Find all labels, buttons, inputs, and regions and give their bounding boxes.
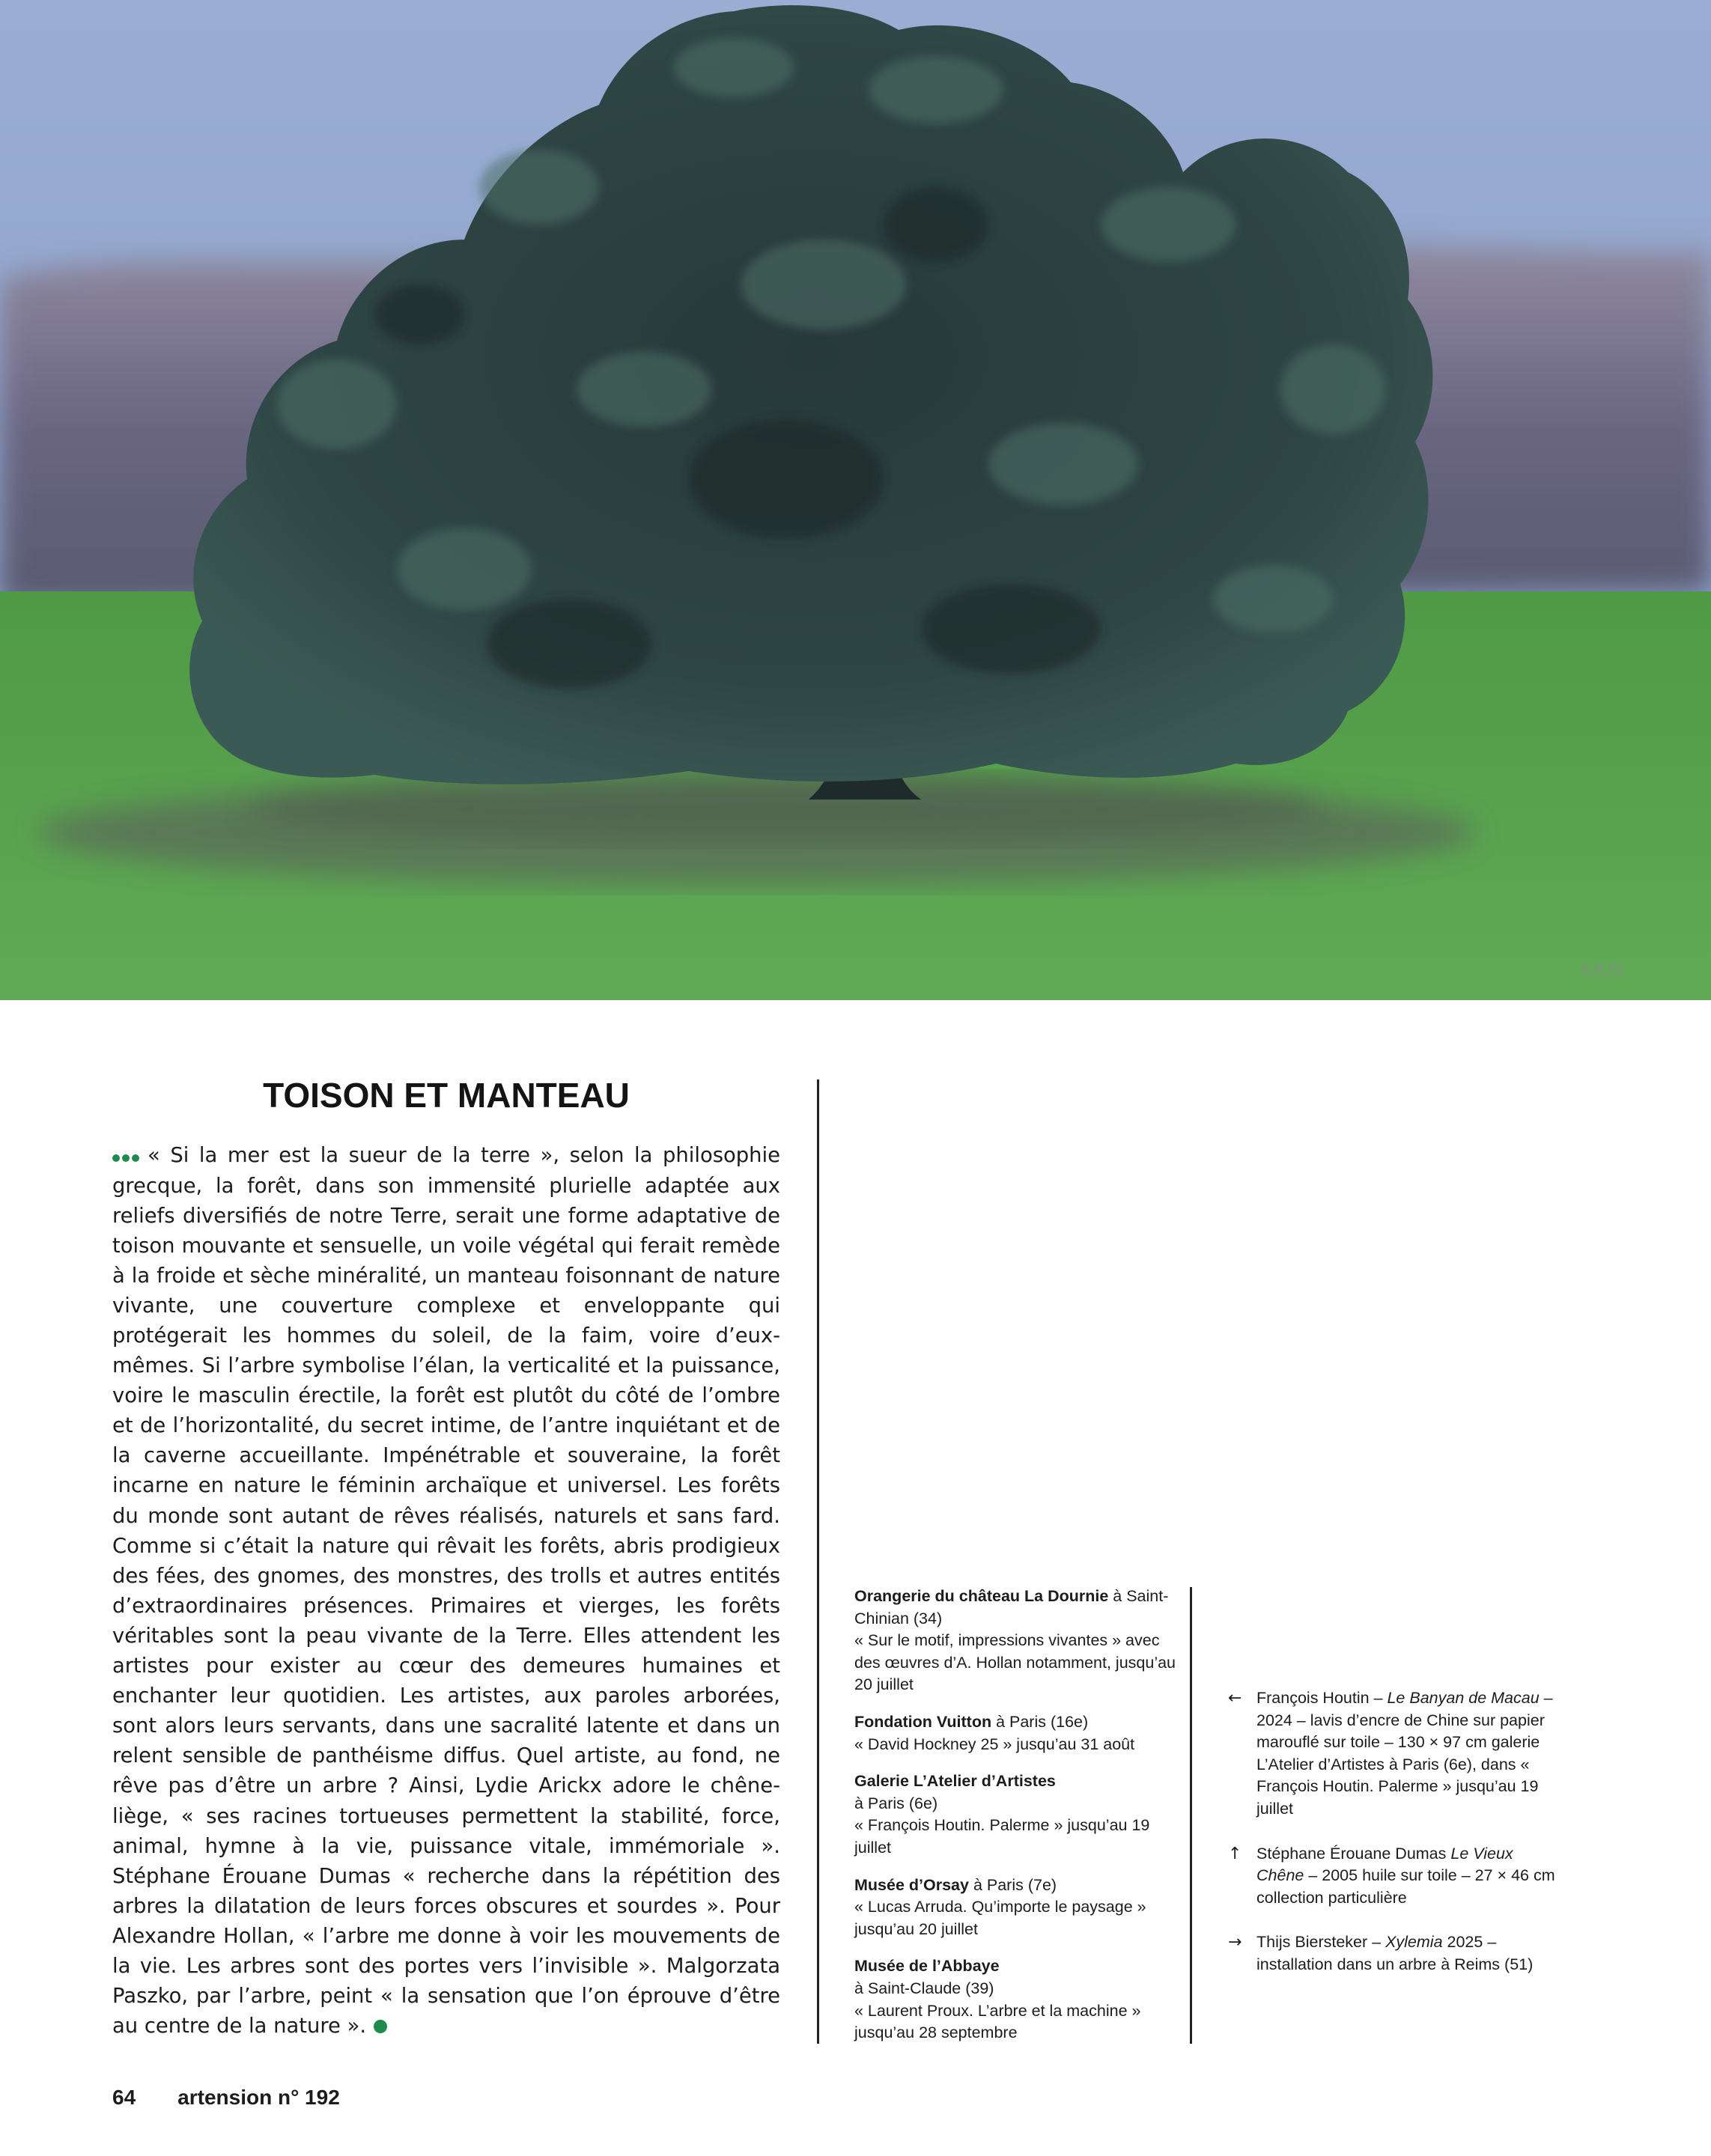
bullet-dots-icon xyxy=(112,1141,142,1171)
page-number: 64 xyxy=(112,2086,136,2109)
article-body-text: « Si la mer est la sueur de la terre », selon la philosophie grecque, la forêt, dans son immensité plurielle adaptée aux reliefs diversifiés de notre Terre, serait une forme adaptative de toison mouvante et sensuelle, un voile végétal qui ferait remède à la froide et sèche minéralité, un manteau foisonnant de nature vivante, une couverture complexe et enveloppante qui protégerait les hommes du soleil, de la faim, voire d’eux-mêmes. Si l’arbre symbolise l’élan, la verticalité et la puissance, voire le masculin érectile, la forêt est plutôt du côté de l’ombre et de l’horizontalité, du secret intime, de l’antre inquiétant et de la caverne accueillante. Impénétrable et souveraine, la forêt incarne en nature le féminin archaïque et universel. Les forêts du monde sont autant de rêves réalisés, naturels et sans fard. Comme si c’était la nature qui rêvait les forêts, abris prodigieux des fées, des gnomes, des monstres, des trolls et autres entités d’extraordinaires présences. Primaires et vierges, les forêts véritables sont la peau vivante de la Terre. Elles attendent les artistes pour exister au cœur des demeures humaines et enchanter leur quotidien. Les artistes, aux paroles arborées, sont alors leurs servants, dans une sacralité latente et dans un relent sensible de panthéisme diffus. Quel artiste, au fond, ne rêve pas d’être un arbre ? Ainsi, Lydie Arickx adore le chêne-liège, « ses racines tortueuses permettent la stabilité, force, animal, hymne à la vie, puissance vitale, immémoriale ». Stéphane Érouane Dumas « recherche dans la répétition des arbres la dilatation de leurs forces obscures et sourdes ». Pour Alexandre Hollan, « l’arbre me donne à voir les mouvements de la vie. Les arbres sont des portes vers l’invisible ». Malgorzata Paszko, par l’arbre, peint « la sensation que l’on éprouve d’être au centre de la nature ». xyxy=(112,1144,780,2038)
caption-item: ← François Houtin – Le Banyan de Macau – 2024 – lavis d’encre de Chine sur papier marouflé sur toile – 130 × 97 cm galerie L’Atelier d’Artistes à Paris (6e), dans « François Houtin. Palerme » jusqu’au 19 juillet xyxy=(1228,1689,1553,1818)
listing-item: Musée d’Orsay à Paris (7e) « Lucas Arruda. Qu’importe le paysage » jusqu’au 20 juillet xyxy=(854,1875,1146,1938)
listing-item: Galerie L’Atelier d’Artistes à Paris (6e) « François Houtin. Palerme » jusqu’au 19 juillet xyxy=(854,1772,1150,1857)
arrow-left-icon: ← xyxy=(1228,1689,1242,1708)
image-captions xyxy=(1228,1687,1557,1999)
end-dot-icon xyxy=(374,2020,387,2033)
arrow-up-icon: ↑ xyxy=(1228,1844,1242,1863)
article-body xyxy=(112,1141,780,2041)
painting-signature: S.É.D. xyxy=(1581,962,1624,978)
caption-item: ↑ Stéphane Érouane Dumas Le Vieux Chêne – 2005 huile sur toile – 27 × 46 cm collection particulière xyxy=(1228,1844,1555,1907)
article-title: TOISON ET MANTEAU xyxy=(263,1076,630,1115)
listing-item: Fondation Vuitton à Paris (16e) « David Hockney 25 » jusqu’au 31 août xyxy=(854,1712,1135,1753)
column-divider xyxy=(817,1079,819,2044)
sidebar-divider xyxy=(1190,1587,1192,2044)
listing-item: Musée de l’Abbaye à Saint-Claude (39) « Laurent Proux. L’arbre et la machine » jusqu’au 28 septembre xyxy=(854,1957,1141,2042)
arrow-right-icon: → xyxy=(1228,1933,1242,1952)
caption-item: → Thijs Biersteker – Xylemia 2025 – installation dans un arbre à Reims (51) xyxy=(1228,1933,1534,1973)
listing-item: Orangerie du château La Dournie à Saint-Chinian (34) « Sur le motif, impressions vivantes » avec des œuvres d’A. Hollan notamment, jusqu’au 20 juillet xyxy=(854,1587,1176,1694)
tree-painting xyxy=(0,0,1711,1000)
magazine-issue: artension n° 192 xyxy=(177,2086,340,2109)
page-footer xyxy=(112,2086,340,2110)
exhibition-listings xyxy=(854,1586,1184,2059)
